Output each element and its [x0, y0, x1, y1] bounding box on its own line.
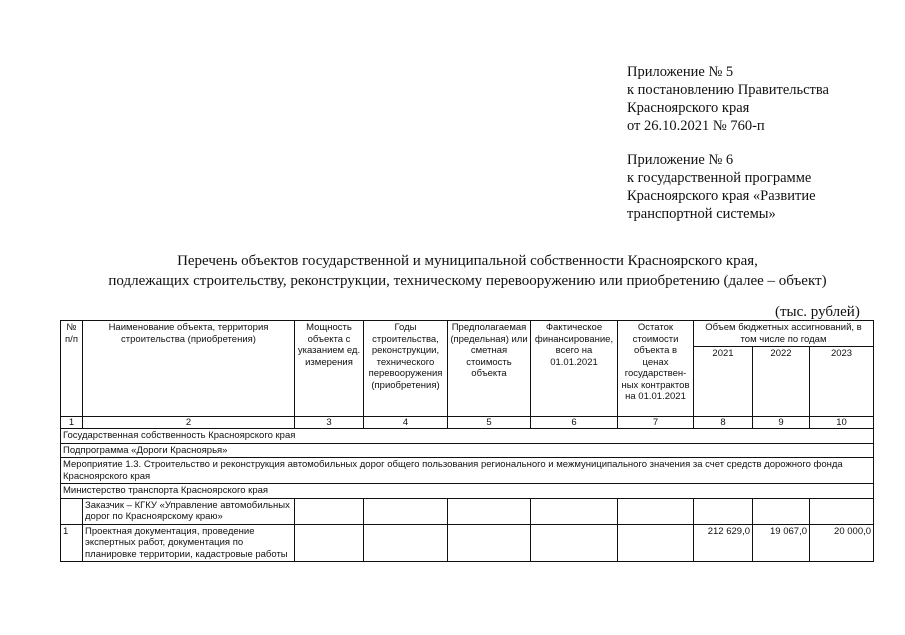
customer-name: Заказчик – КГКУ «Управление автомобильных дорог по Красноярскому краю» [83, 498, 295, 524]
column-number: 5 [448, 417, 531, 429]
section-row-text: Подпрограмма «Дороги Красноярья» [61, 443, 874, 458]
value-2021: 212 629,0 [694, 524, 753, 562]
header-num: № п/п [61, 321, 83, 417]
appendix-5-block [627, 63, 897, 135]
header-remaining-cost: Остаток стоимости объекта в ценах государствен-ных контрактов на 01.01.2021 [618, 321, 694, 417]
cell-empty [618, 524, 694, 562]
object-name: Проектная документация, проведение экспертных работ, документация по планировке территории, кадастровые работы [83, 524, 295, 562]
appendix-6-line: Красноярского края «Развитие [627, 188, 816, 204]
objects-table [60, 320, 874, 562]
appendix-6-line: транспортной системы» [627, 206, 776, 222]
appendix-6-line: к государственной программе [627, 170, 812, 186]
column-number: 1 [61, 417, 83, 429]
header-budget-allocations: Объем бюджетных ассигнований, в том числе по годам [694, 321, 874, 347]
column-number-row [61, 417, 874, 429]
document-title-line-1: Перечень объектов государственной и муниципальной собственности Красноярского края, [177, 253, 758, 269]
cell-empty [448, 524, 531, 562]
cell-empty [531, 498, 618, 524]
cell-empty [448, 498, 531, 524]
header-actual-financing: Фактическое финансирование, всего на 01.01.2021 [531, 321, 618, 417]
column-number: 3 [295, 417, 364, 429]
appendix-5-line: от 26.10.2021 № 760-п [627, 118, 765, 134]
section-row [61, 458, 874, 484]
cell-empty [753, 498, 810, 524]
cell-empty [295, 498, 364, 524]
column-number: 7 [618, 417, 694, 429]
section-row-text: Мероприятие 1.3. Строительство и реконструкция автомобильных дорог общего пользования регионального и межмуниципального значения за счет средств дорожного фонда Красноярского края [61, 458, 874, 484]
header-name: Наименование объекта, территория строительства (приобретения) [83, 321, 295, 417]
appendix-5-line: к постановлению Правительства [627, 82, 829, 98]
customer-row [61, 498, 874, 524]
header-year-2023: 2023 [810, 347, 874, 417]
row-number: 1 [61, 524, 83, 562]
column-number: 10 [810, 417, 874, 429]
value-2022: 19 067,0 [753, 524, 810, 562]
section-row-text: Государственная собственность Красноярского края [61, 429, 874, 444]
cell-empty [694, 498, 753, 524]
section-row-text: Министерство транспорта Красноярского края [61, 484, 874, 499]
column-number: 4 [364, 417, 448, 429]
header-year-2021: 2021 [694, 347, 753, 417]
header-year-2022: 2022 [753, 347, 810, 417]
appendix-6-line: Приложение № 6 [627, 152, 734, 168]
header-years: Годы строительства, реконструкции, технического перевооружения (приобретения) [364, 321, 448, 417]
header-estimated-cost: Предполагаемая (предельная) или сметная стоимость объекта [448, 321, 531, 417]
cell-empty [364, 524, 448, 562]
cell-empty [618, 498, 694, 524]
units-label: (тыс. рублей) [775, 304, 860, 320]
appendix-5-line: Красноярского края [627, 100, 750, 116]
column-number: 8 [694, 417, 753, 429]
column-number: 9 [753, 417, 810, 429]
cell-empty [531, 524, 618, 562]
document-title-line-2: подлежащих строительству, реконструкции, техническому перевооружению или приобретению (далее – объект) [108, 273, 827, 289]
appendix-6-block [627, 151, 897, 223]
section-row [61, 484, 874, 499]
cell-empty [295, 524, 364, 562]
appendix-5-line: Приложение № 5 [627, 64, 734, 80]
column-number: 2 [83, 417, 295, 429]
section-row [61, 429, 874, 444]
column-number: 6 [531, 417, 618, 429]
cell-empty [810, 498, 874, 524]
table-row [61, 524, 874, 562]
cell-empty [61, 498, 83, 524]
value-2023: 20 000,0 [810, 524, 874, 562]
header-capacity: Мощность объекта с указанием ед. измерения [295, 321, 364, 417]
section-row [61, 443, 874, 458]
cell-empty [364, 498, 448, 524]
